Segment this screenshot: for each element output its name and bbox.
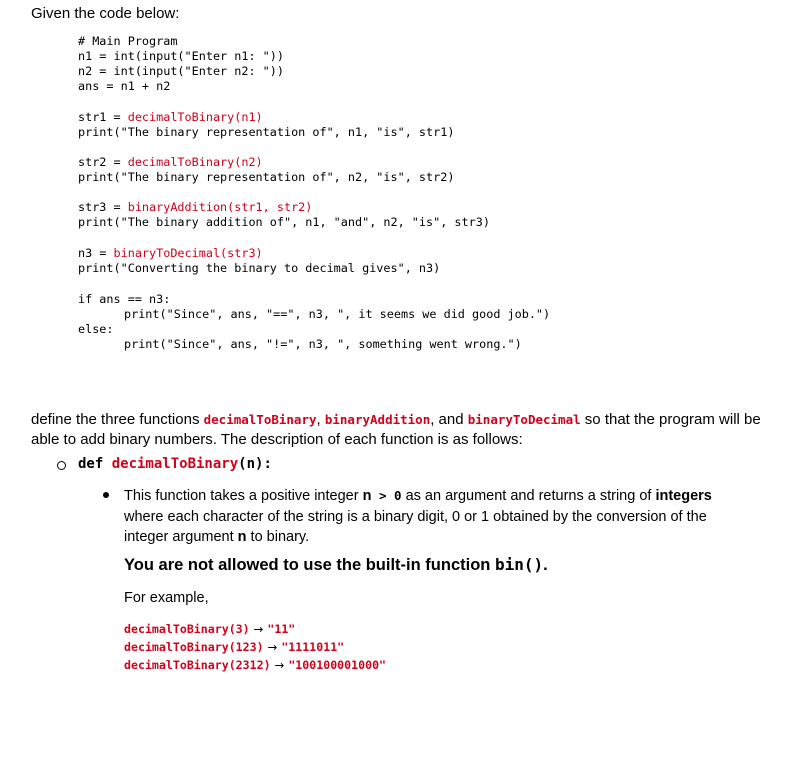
code-line: if ans == n3: [78, 292, 171, 306]
code-line: ans = n1 + n2 [78, 79, 171, 93]
desc-param: n [362, 488, 372, 504]
code-line: n2 = int(input("Enter n2: ")) [78, 64, 284, 78]
notice-text: You are not allowed to use the built-in function [124, 556, 495, 574]
code-line: print("The binary addition of", n1, "and", n2, "is", str3) [78, 215, 490, 229]
function-description [124, 486, 724, 548]
code-line: print("Converting the binary to decimal gives", n3) [78, 261, 441, 275]
example-line [124, 622, 295, 636]
hollow-bullet-icon [57, 461, 66, 470]
example-label: For example, [124, 590, 209, 606]
example-call: decimalToBinary(123) [124, 640, 264, 654]
desc-text: to binary. [246, 529, 310, 545]
filled-bullet-icon [103, 492, 109, 498]
desc-text: where each character of the string is a binary digit, 0 or 1 obtained by the conversion of the integer argument [124, 508, 707, 545]
arrow-icon: → [253, 622, 264, 636]
code-text: str1 = [78, 110, 128, 124]
desc-text: This function takes a positive integer [124, 488, 363, 504]
function-name-decimal-to-binary: decimalToBinary [203, 412, 317, 427]
function-signature-name: decimalToBinary [111, 456, 239, 472]
example-result: "1111011" [281, 640, 345, 654]
arrow-icon: → [274, 658, 285, 672]
code-line: # Main Program [78, 34, 178, 48]
example-line [124, 640, 344, 654]
code-line: print("Since", ans, "!=", n3, ", something went wrong.") [124, 337, 522, 351]
desc-text: as an argument and returns a string of [401, 488, 656, 504]
code-function-call: binaryAddition(str1, str2) [127, 200, 313, 214]
code-line: else: [78, 322, 114, 336]
notice-function: bin() [494, 555, 544, 574]
code-function-call: decimalToBinary(n2) [127, 155, 263, 169]
code-function-call: decimalToBinary(n1) [127, 110, 263, 124]
code-line: print("Since", ans, "==", n3, ", it seems we did good job.") [124, 307, 551, 321]
desc-param: n [237, 529, 247, 545]
code-line [78, 110, 263, 124]
desc-condition: > 0 [371, 488, 402, 503]
function-signature [78, 456, 272, 472]
code-text: str3 = [78, 200, 128, 214]
code-line: n1 = int(input("Enter n1: ")) [78, 49, 284, 63]
example-result: "11" [267, 622, 296, 636]
define-text: , and [430, 411, 468, 428]
code-text: str2 = [78, 155, 128, 169]
intro-text: Given the code below: [31, 5, 180, 22]
function-signature-args: (n): [238, 456, 272, 472]
arrow-icon: → [267, 640, 278, 654]
code-line [78, 246, 263, 260]
code-line: print("The binary representation of", n2, "is", str2) [78, 170, 455, 184]
example-call: decimalToBinary(2312) [124, 658, 271, 672]
define-text: , [316, 411, 325, 428]
function-name-binary-to-decimal: binaryToDecimal [467, 412, 581, 427]
define-text: define the three functions [31, 411, 204, 428]
example-call: decimalToBinary(3) [124, 622, 250, 636]
example-line [124, 658, 386, 672]
desc-emphasis: integers [655, 488, 712, 504]
code-function-call: binaryToDecimal(str3) [113, 246, 263, 260]
code-line [78, 200, 312, 214]
example-result: "100100001000" [288, 658, 387, 672]
define-text: so that the program will be able to add binary numbers. The description of each function is as follows: [31, 411, 761, 448]
restriction-notice [124, 555, 548, 575]
code-text: n3 = [78, 246, 114, 260]
def-keyword: def [78, 456, 112, 472]
notice-text: . [543, 556, 548, 574]
function-name-binary-addition: binaryAddition [324, 412, 431, 427]
code-line [78, 155, 263, 169]
define-paragraph [31, 410, 766, 450]
code-line: print("The binary representation of", n1, "is", str1) [78, 125, 455, 139]
